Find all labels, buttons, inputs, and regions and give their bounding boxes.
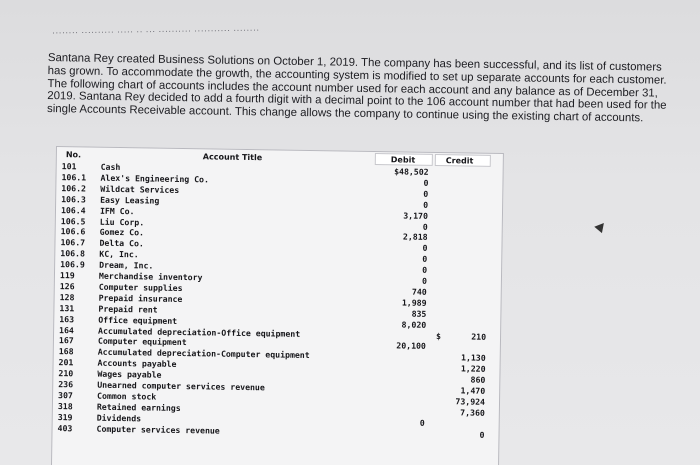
account-name: Accumulated depreciation-Office equipment (98, 325, 301, 339)
account-number: 131 (59, 302, 75, 313)
account-name: Unearned computer services revenue (97, 379, 265, 393)
account-name: Merchandise inventory (98, 270, 203, 283)
debit-amount: 0 (421, 275, 428, 286)
credit-amount: 7,360 (460, 407, 485, 418)
debit-amount: 0 (423, 199, 429, 210)
debit-amount: 0 (422, 264, 428, 275)
dollar-sign: $ (435, 330, 442, 341)
account-name: Dividends (96, 412, 142, 424)
debit-amount: 8,020 (401, 319, 427, 330)
credit-amount: 1,470 (460, 385, 486, 396)
header-credit: Credit (445, 156, 474, 166)
account-name: Accounts payable (97, 357, 177, 370)
chart-of-accounts-table (51, 146, 504, 465)
account-name: Prepaid rent (98, 303, 158, 315)
account-number: 106.9 (60, 259, 85, 270)
debit-amount: 740 (411, 286, 427, 297)
account-name: Retained earnings (96, 401, 181, 413)
account-number: 128 (59, 291, 75, 303)
account-number: 106.3 (61, 193, 86, 205)
account-number: 126 (59, 280, 75, 292)
account-number: 106.7 (60, 237, 86, 248)
debit-amount: 0 (422, 243, 428, 254)
account-name: Liu Corp. (99, 216, 145, 227)
cropped-header-line: ········ ·········· ····· ·· ··· ·········· ··········· ········ (51, 24, 260, 38)
account-name: Dream, Inc. (99, 259, 154, 271)
account-number: 163 (59, 313, 75, 324)
debit-amount: 2,818 (402, 231, 428, 243)
account-name: KC, Inc. (99, 248, 139, 260)
account-name: Gomez Co. (99, 227, 145, 238)
header-debit: Debit (390, 155, 416, 165)
account-name: Computer supplies (98, 281, 183, 293)
account-name: Computer services revenue (96, 423, 220, 436)
debit-amount: 835 (411, 308, 427, 319)
account-name: Wages payable (97, 368, 162, 380)
account-number: 210 (58, 368, 74, 379)
header-no: No. (65, 150, 82, 160)
credit-amount: 0 (479, 429, 485, 440)
account-name: IFM Co. (99, 205, 135, 216)
credit-amount: 210 (471, 331, 487, 342)
problem-description: Santana Rey created Business Solutions on October 1, 2019. The company has been successful, and its list of customers has grown. To accommodate the growth, the accounting system is modified to set up separate accounts for each customer. The following chart of accounts includes the account number used for each account and any balance as of December 31, 2019. Santana Rey decided to add a fourth digit with a decimal point to the 106 account number that had been used for the single Accounts Receivable account. This change allows the company to continue using the existing chart of accounts. (47, 52, 667, 125)
account-number: 106.4 (60, 204, 86, 216)
credit-amount: 1,220 (460, 363, 486, 374)
header-account-title: Account Title (202, 152, 263, 163)
account-number: 106.2 (61, 182, 87, 194)
account-number: 201 (58, 357, 74, 368)
account-number: 403 (57, 422, 73, 433)
debit-amount: $48,502 (394, 166, 429, 177)
account-number: 101 (61, 161, 77, 172)
account-number: 106.5 (60, 215, 86, 226)
account-name: Delta Co. (99, 237, 144, 249)
debit-amount: 20,100 (396, 340, 426, 352)
account-name: Cash (100, 161, 121, 173)
account-name: Wildcat Services (100, 183, 180, 195)
account-number: 106.8 (60, 248, 86, 259)
credit-amount: 1,130 (460, 352, 486, 364)
account-number: 119 (59, 270, 75, 281)
account-number: 164 (59, 324, 74, 335)
credit-amount: 73,924 (455, 396, 486, 407)
account-number: 167 (58, 335, 74, 346)
account-name: Alex's Engineering Co. (100, 172, 210, 185)
account-number: 106.1 (61, 171, 87, 183)
account-number: 168 (58, 346, 74, 357)
account-number: 236 (58, 379, 74, 390)
debit-amount: 3,170 (403, 210, 429, 221)
account-number: 319 (57, 411, 73, 422)
account-name: Accumulated depreciation-Computer equipment (97, 346, 310, 361)
account-name: Computer equipment (97, 336, 187, 348)
account-name: Easy Leasing (100, 194, 160, 206)
debit-amount: 0 (423, 177, 429, 188)
debit-amount: 0 (422, 221, 428, 232)
debit-amount: 1,989 (401, 297, 427, 308)
debit-amount: 0 (423, 188, 429, 199)
account-name: Office equipment (98, 314, 178, 326)
debit-amount: 0 (422, 253, 428, 265)
account-number: 106.6 (60, 226, 86, 237)
account-number: 318 (57, 400, 73, 412)
debit-amount: 0 (419, 417, 425, 428)
credit-amount: 860 (470, 374, 486, 385)
account-name: Prepaid insurance (98, 292, 183, 304)
mouse-cursor-icon (594, 220, 607, 233)
account-name: Common stock (97, 390, 157, 402)
account-number: 307 (58, 389, 73, 401)
